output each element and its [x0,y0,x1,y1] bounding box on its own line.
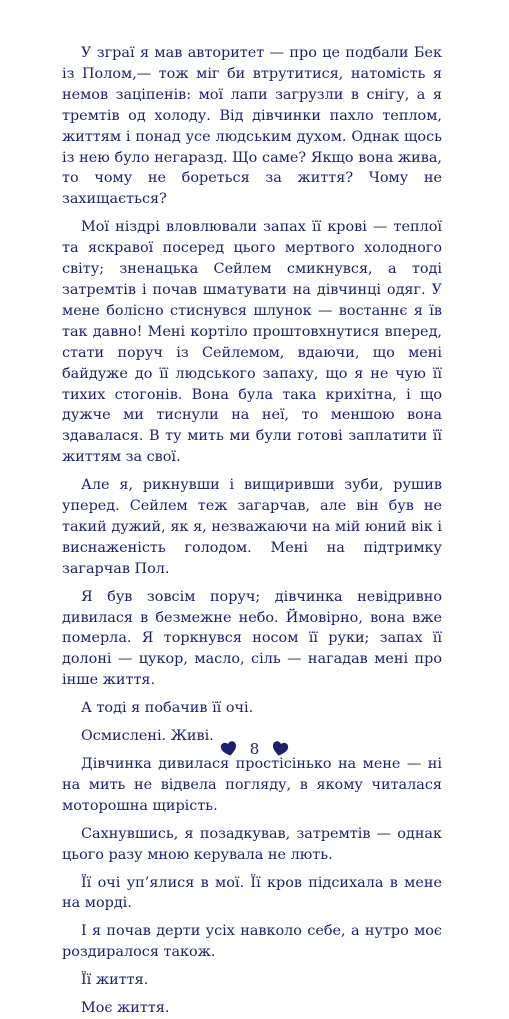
page-footer [0,735,509,763]
paragraph-11: Її життя. [81,972,149,989]
paragraph-6: Осмислені. Живі. [81,728,214,745]
paragraph-3: Але я, рикнувши і вищиривши зуби, рушив уперед. Сейлем теж загарчав, але він був не такий дужий, як я, незважаючи на мій юний вік і виснаженість голодом. Мені на підтримку загарчав Пол. [62,477,442,577]
paragraph-2: Мої ніздрі вловлювали запах її крові — теплої та яскравої посеред цього мертвого холодного світу; зненацька Сейлем смикнувся, а тоді затремтів і почав шматувати на дівчинці одяг. У мене болісно стиснувся шлунок — востаннє я їв так давно! Мені кортіло проштовхнутися вперед, стати поруч із Сейлемом, вдаючи, що мені байдуже до її людського запаху, що я не чую її тихих стогонів. Вона була така крихітна, і що дужче ми тиснули на неї, то меншою вона здавалася. В ту мить ми були готові заплатити її життям за свої. [62,219,442,466]
paragraph-10: І я почав дерти усіх навколо себе, а нутро моє роздиралося також. [62,923,442,961]
paragraph-5: А тоді я побачив її очі. [81,700,254,717]
paragraph-7: Дівчинка дивилася простісінько на мене — ні на мить не відвела погляду, в якому читалася моторошна щирість. [62,756,442,814]
page-number: 8 [249,740,260,758]
paragraph-1: У зграї я мав авторитет — про це подбали Бек із Полом,— тож міг би втрутитися, натомість я немов заціпенів: мої лапи загрузли в снігу, а я тремтів од холоду. Від дівчинки пахло теплом, життям і понад усе людським духом. Однак щось із нею було негаразд. Що саме? Якщо вона жива, то чому не бореться за життя? Чому не захищається? [62,45,442,208]
body-text [62,43,442,1019]
paragraph-9: Її очі уп’ялися в мої. Її кров підсихала в мене на морді. [62,874,442,912]
paragraph-4: Я був зовсім поруч; дівчинка невідривно дивилася в безмежне небо. Ймовірно, вона вже померла. Я торкнувся носом її руки; запах її долоні — цукор, масло, сіль — нагадав мені про інше життя. [62,588,442,689]
paragraph-8: Сахнувшись, я позадкував, затремтів — однак цього разу мною керувала не лють. [62,825,442,863]
heart-right-icon [271,740,289,758]
heart-left-icon [220,740,238,758]
paragraph-12: Моє життя. [81,1000,170,1017]
